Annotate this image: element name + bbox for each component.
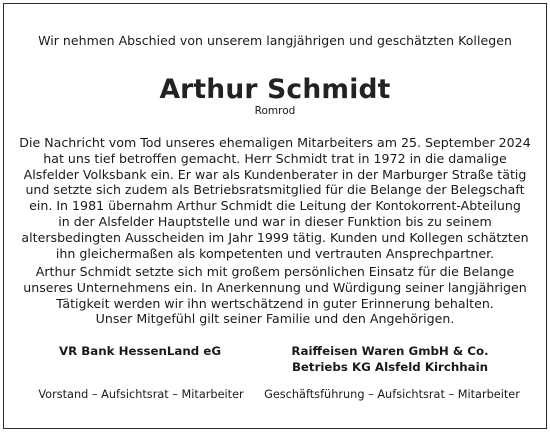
tribute-paragraph-1 (0, 135, 550, 261)
company-name-line-1: Raiffeisen Waren GmbH & Co. (291, 344, 489, 358)
paragraph-line: Unser Mitgefühl gilt seiner Familie und den Angehörigen. (95, 311, 455, 327)
company-name-line-2: Betriebs KG Alsfeld Kirchhain (291, 359, 489, 374)
paragraph-line: Alsfelder Volksbank ein. Er war als Kundenberater in der Marburger Straße tätig (23, 166, 527, 182)
paragraph-line: Tätigkeit werden wir ihn wertschätzend in guter Erinnerung behalten. (56, 295, 494, 311)
deceased-name: Arthur Schmidt (159, 74, 391, 105)
company-name: VR Bank HessenLand eG (58, 344, 222, 358)
paragraph-line: Die Nachricht vom Tod unseres ehemaligen Mitarbeiters am 25. September 2024 (19, 135, 531, 150)
intro-line: Wir nehmen Abschied von unserem langjährigen und geschätzten Kollegen (38, 33, 512, 48)
paragraph-line: und setzte sich zudem als Betriebsratsmitglied für die Belange der Belegschaft (25, 182, 525, 198)
signatory-company-right (272, 344, 508, 375)
paragraph-line: altersbedingten Ausscheiden im Jahr 1999 tätig. Kunden und Kollegen schätzten (21, 229, 529, 245)
paragraph-line: in der Alsfelder Hauptstelle und war in dieser Funktion bis zu seinem (58, 213, 492, 229)
signatory-roles-left: Vorstand – Aufsichtsrat – Mitarbeiter (38, 388, 244, 401)
tribute-paragraph-2 (0, 264, 550, 327)
paragraph-line: unseres Unternehmens ein. In Anerkennung und Würdigung seiner langjährigen (23, 279, 527, 295)
signatory-roles-right: Geschäftsführung – Aufsichtsrat – Mitarbeiter (264, 388, 520, 401)
paragraph-line: ihn gleichermaßen als kompetenten und vertrauten Ansprechpartner. (55, 245, 495, 261)
hometown: Romrod (254, 105, 296, 117)
paragraph-line: Arthur Schmidt setzte sich mit großem persönlichen Einsatz für die Belange (35, 264, 515, 279)
signatory-company-left (40, 344, 240, 360)
paragraph-line: ein. In 1981 übernahm Arthur Schmidt die Leitung der Kontokorrent-Abteilung (29, 198, 521, 214)
paragraph-line: hat uns tief betroffen gemacht. Herr Schmidt trat in 1972 in die damalige (43, 150, 507, 166)
